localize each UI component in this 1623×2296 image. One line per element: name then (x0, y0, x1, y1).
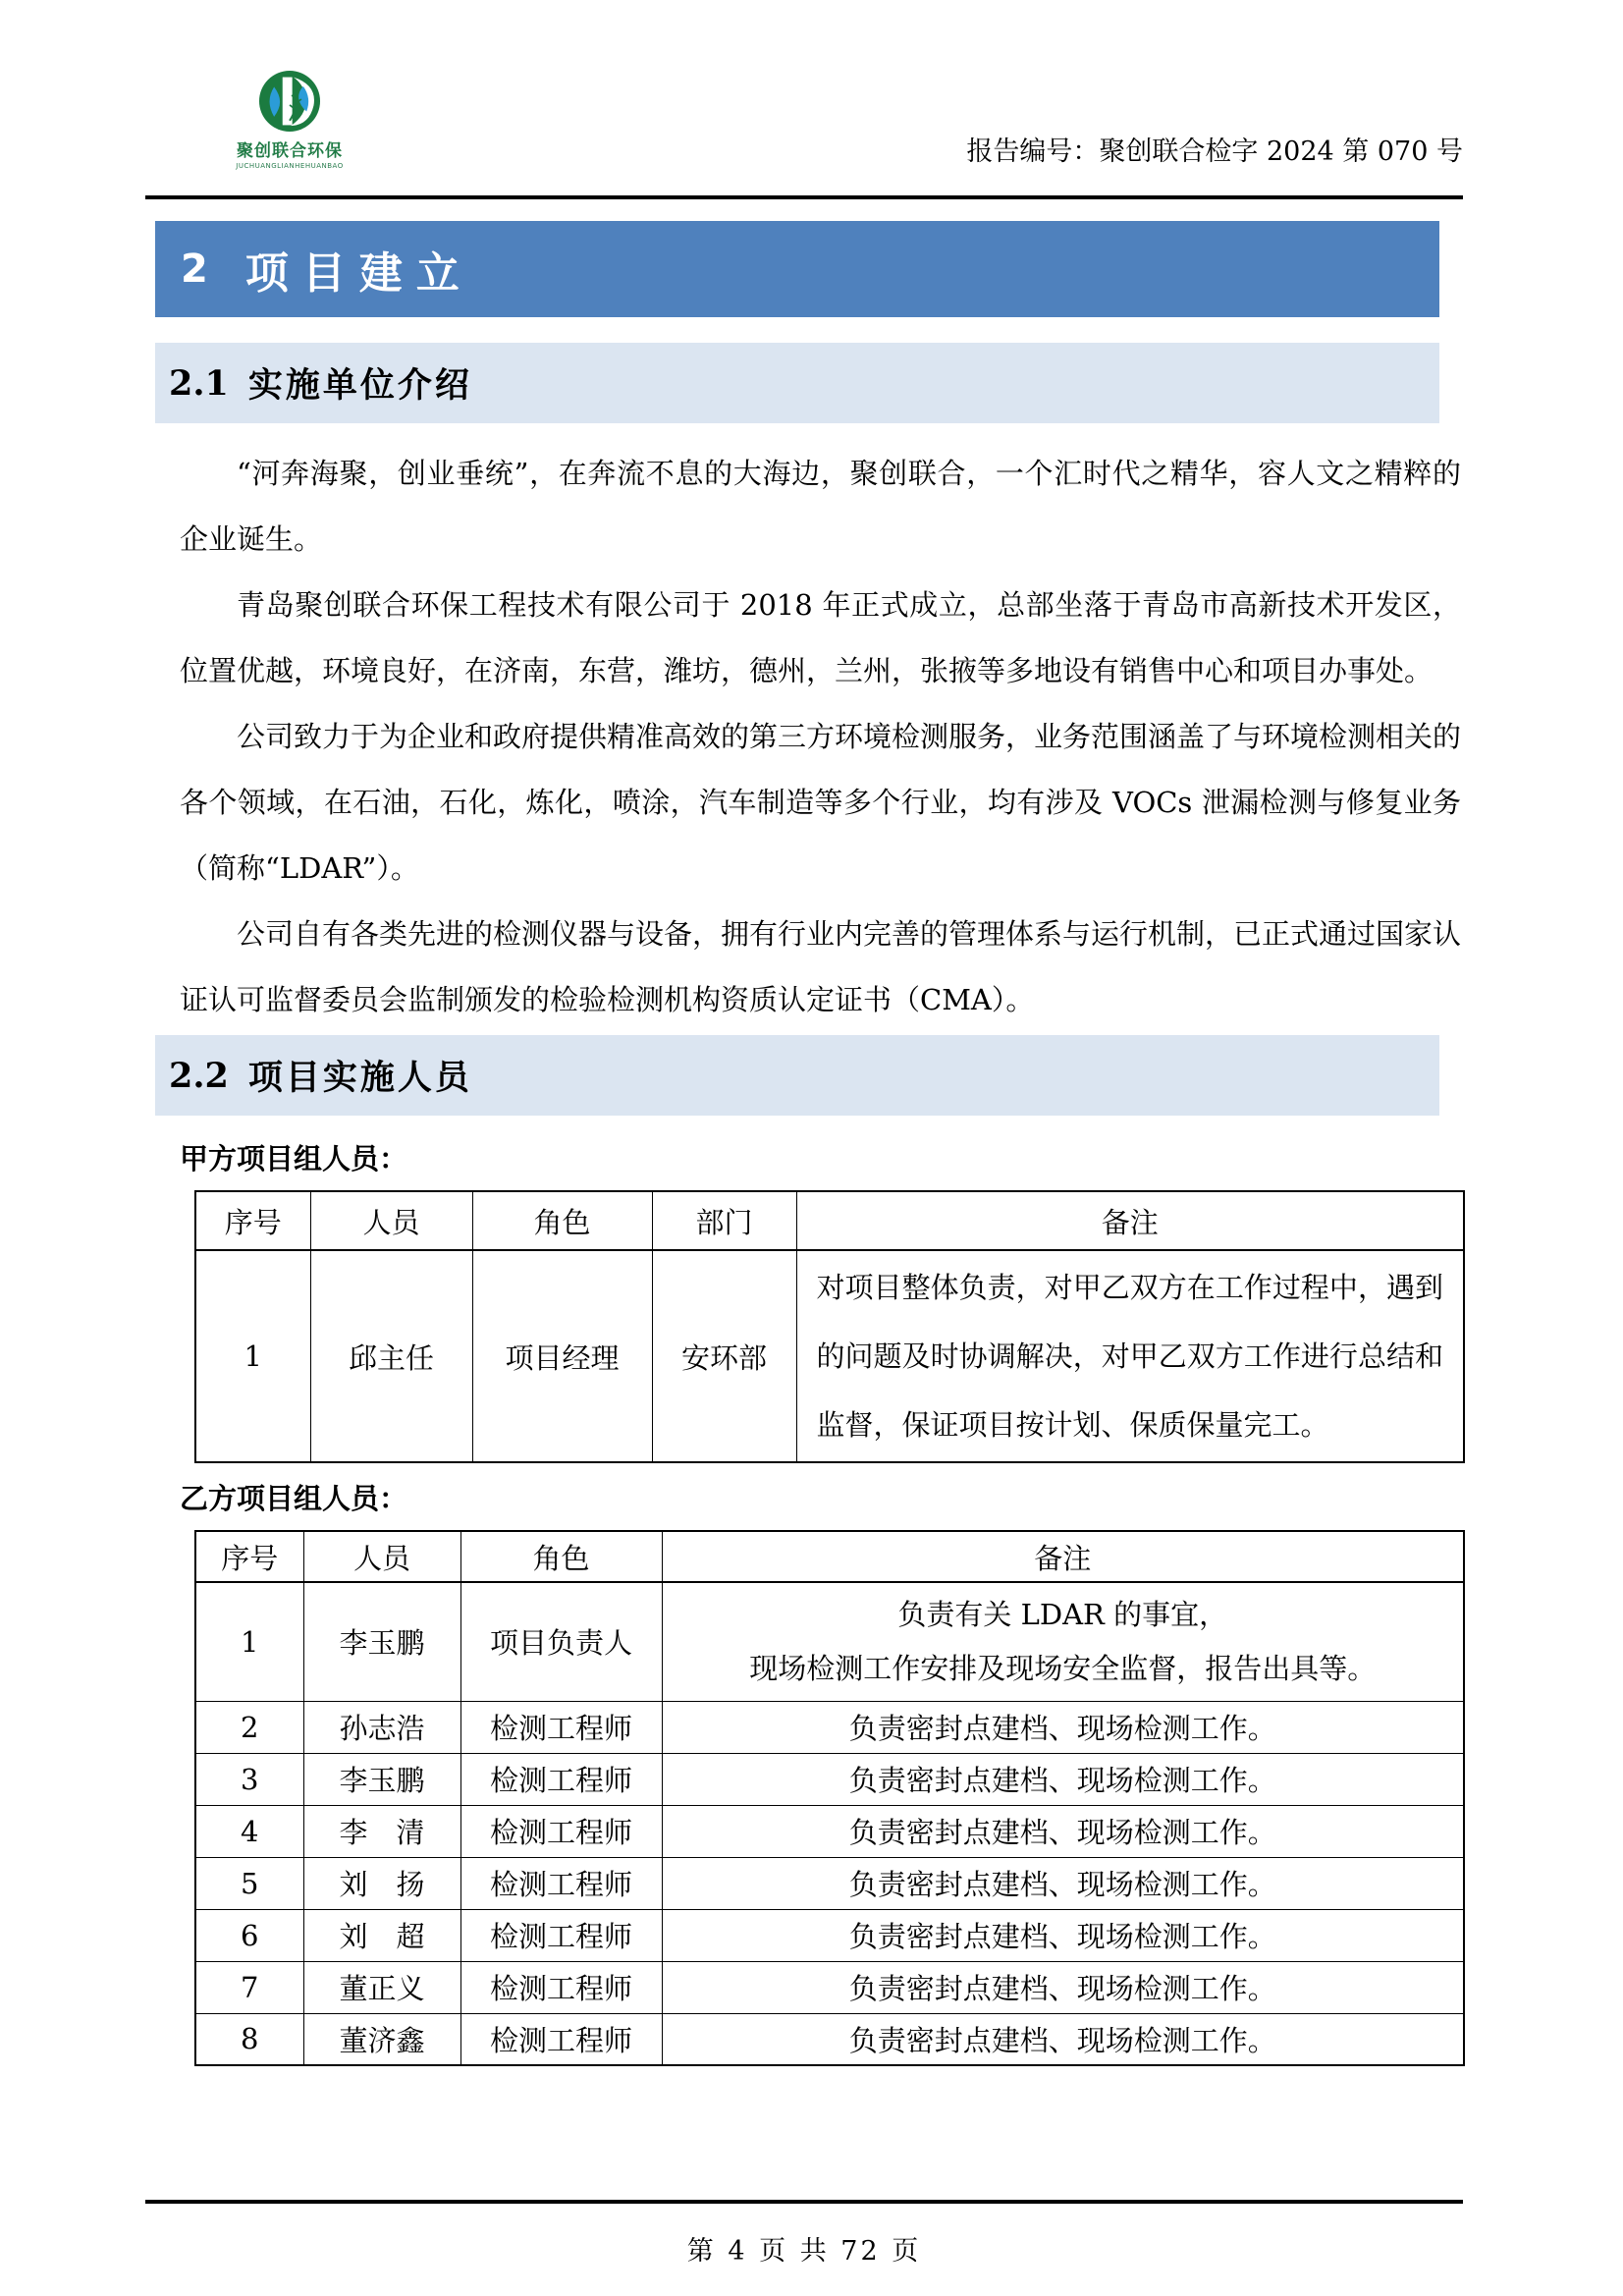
table-cell: 检测工程师 (460, 1909, 662, 1961)
table-row (195, 2013, 1464, 2065)
table-cell: 8 (195, 2013, 303, 2065)
section-2-2-title: 项目实施人员 (247, 1058, 472, 1098)
table-cell: 李玉鹏 (303, 1582, 460, 1701)
table-cell: 邱主任 (310, 1250, 472, 1462)
table-cell: 检测工程师 (460, 1753, 662, 1805)
table-cell: 检测工程师 (460, 1961, 662, 2013)
table-cell: 李 清 (303, 1805, 460, 1857)
table-cell: 李玉鹏 (303, 1753, 460, 1805)
table-cell: 负责密封点建档、现场检测工作。 (662, 1857, 1464, 1909)
table-row (195, 1701, 1464, 1753)
page-header (145, 35, 1463, 199)
section-2-1-number: 2.1 (169, 362, 229, 404)
table-row (195, 1582, 1464, 1701)
table-cell: 刘 扬 (303, 1857, 460, 1909)
table-cell: 4 (195, 1805, 303, 1857)
company-introduction (180, 441, 1461, 1033)
table-cell: 检测工程师 (460, 1857, 662, 1909)
table-cell: 1 (195, 1582, 303, 1701)
column-header: 备注 (796, 1191, 1464, 1250)
intro-paragraph: 公司自有各类先进的检测仪器与设备，拥有行业内完善的管理体系与运行机制，已正式通过国家认证认可监督委员会监制颁发的检验检测机构资质认定证书（CMA）。 (180, 917, 1462, 1016)
section-2-1-title: 实施单位介绍 (247, 365, 472, 406)
page-footer (145, 2200, 1463, 2268)
table-cell: 检测工程师 (460, 2013, 662, 2065)
page-number: 第 4 页 共 72 页 (686, 2236, 922, 2267)
section-2-2-number: 2.2 (169, 1055, 229, 1096)
footer-rule (145, 2200, 1463, 2204)
company-logo-icon (257, 69, 322, 134)
table-cell: 负责密封点建档、现场检测工作。 (662, 1701, 1464, 1753)
table-cell: 负责密封点建档、现场检测工作。 (662, 2013, 1464, 2065)
column-header: 角色 (460, 1531, 662, 1582)
table-cell: 检测工程师 (460, 1805, 662, 1857)
table-cell: 项目负责人 (460, 1582, 662, 1701)
column-header: 人员 (303, 1531, 460, 1582)
party-b-table (194, 1530, 1465, 2066)
column-header: 部门 (652, 1191, 796, 1250)
table-cell: 检测工程师 (460, 1701, 662, 1753)
party-a-table-head (195, 1191, 1464, 1250)
chapter-number: 2 (181, 246, 208, 292)
table-cell (662, 1582, 1464, 1701)
section-heading-2-2 (155, 1035, 1439, 1116)
column-header: 备注 (662, 1531, 1464, 1582)
table-row (195, 1805, 1464, 1857)
chapter-title: 项目建立 (244, 248, 473, 299)
table-cell: 2 (195, 1701, 303, 1753)
company-logo (216, 35, 363, 170)
table-row (195, 1857, 1464, 1909)
party-a-label: 甲方项目组人员： (180, 1142, 408, 1175)
column-header: 角色 (472, 1191, 652, 1250)
table-cell-line: 负责有关 LDAR 的事宜， (897, 1597, 1228, 1631)
table-cell: 项目经理 (472, 1250, 652, 1462)
table-cell: 7 (195, 1961, 303, 2013)
intro-paragraph: 青岛聚创联合环保工程技术有限公司于 2018 年正式成立，总部坐落于青岛市高新技术开发区，位置优越，环境良好，在济南，东营，潍坊，德州，兰州，张掖等多地设有销售中心和项目办事处。 (180, 588, 1461, 687)
report-number: 报告编号：聚创联合检字 2024 第 070 号 (966, 137, 1463, 167)
company-logo-subtitle: JUCHUANGLIANHEHUANBAO (236, 162, 344, 170)
party-b-label: 乙方项目组人员： (180, 1482, 408, 1515)
table-cell: 3 (195, 1753, 303, 1805)
column-header: 序号 (195, 1531, 303, 1582)
table-cell: 1 (195, 1250, 310, 1462)
table-row (195, 1909, 1464, 1961)
party-a-table (194, 1190, 1465, 1463)
section-heading-2-1 (155, 343, 1439, 423)
table-row (195, 1250, 1464, 1462)
table-cell: 5 (195, 1857, 303, 1909)
table-cell: 董正义 (303, 1961, 460, 2013)
table-row (195, 1753, 1464, 1805)
table-cell: 对项目整体负责，对甲乙双方在工作过程中，遇到的问题及时协调解决，对甲乙双方工作进行总结和监督，保证项目按计划、保质保量完工。 (796, 1250, 1464, 1462)
chapter-heading-bar (155, 221, 1439, 317)
intro-paragraph: “河奔海聚，创业垂统”，在奔流不息的大海边，聚创联合，一个汇时代之精华，容人文之精粹的企业诞生。 (180, 457, 1461, 556)
table-cell: 负责密封点建档、现场检测工作。 (662, 1909, 1464, 1961)
table-cell: 刘 超 (303, 1909, 460, 1961)
company-logo-name: 聚创联合环保 (237, 141, 343, 161)
table-cell: 安环部 (652, 1250, 796, 1462)
table-row (195, 1961, 1464, 2013)
table-cell: 负责密封点建档、现场检测工作。 (662, 1753, 1464, 1805)
table-cell: 6 (195, 1909, 303, 1961)
column-header: 序号 (195, 1191, 310, 1250)
table-cell: 负责密封点建档、现场检测工作。 (662, 1805, 1464, 1857)
table-cell: 董济鑫 (303, 2013, 460, 2065)
column-header: 人员 (310, 1191, 472, 1250)
table-cell-line: 现场检测工作安排及现场安全监督，报告出具等。 (749, 1651, 1377, 1685)
intro-paragraph: 公司致力于为企业和政府提供精准高效的第三方环境检测服务，业务范围涵盖了与环境检测相关的各个领域，在石油，石化，炼化，喷涂，汽车制造等多个行业，均有涉及 VOCs 泄漏检测与修复业务（简称“LDAR”）。 (180, 720, 1462, 885)
table-cell: 负责密封点建档、现场检测工作。 (662, 1961, 1464, 2013)
table-cell: 孙志浩 (303, 1701, 460, 1753)
party-b-table-head (195, 1531, 1464, 1582)
